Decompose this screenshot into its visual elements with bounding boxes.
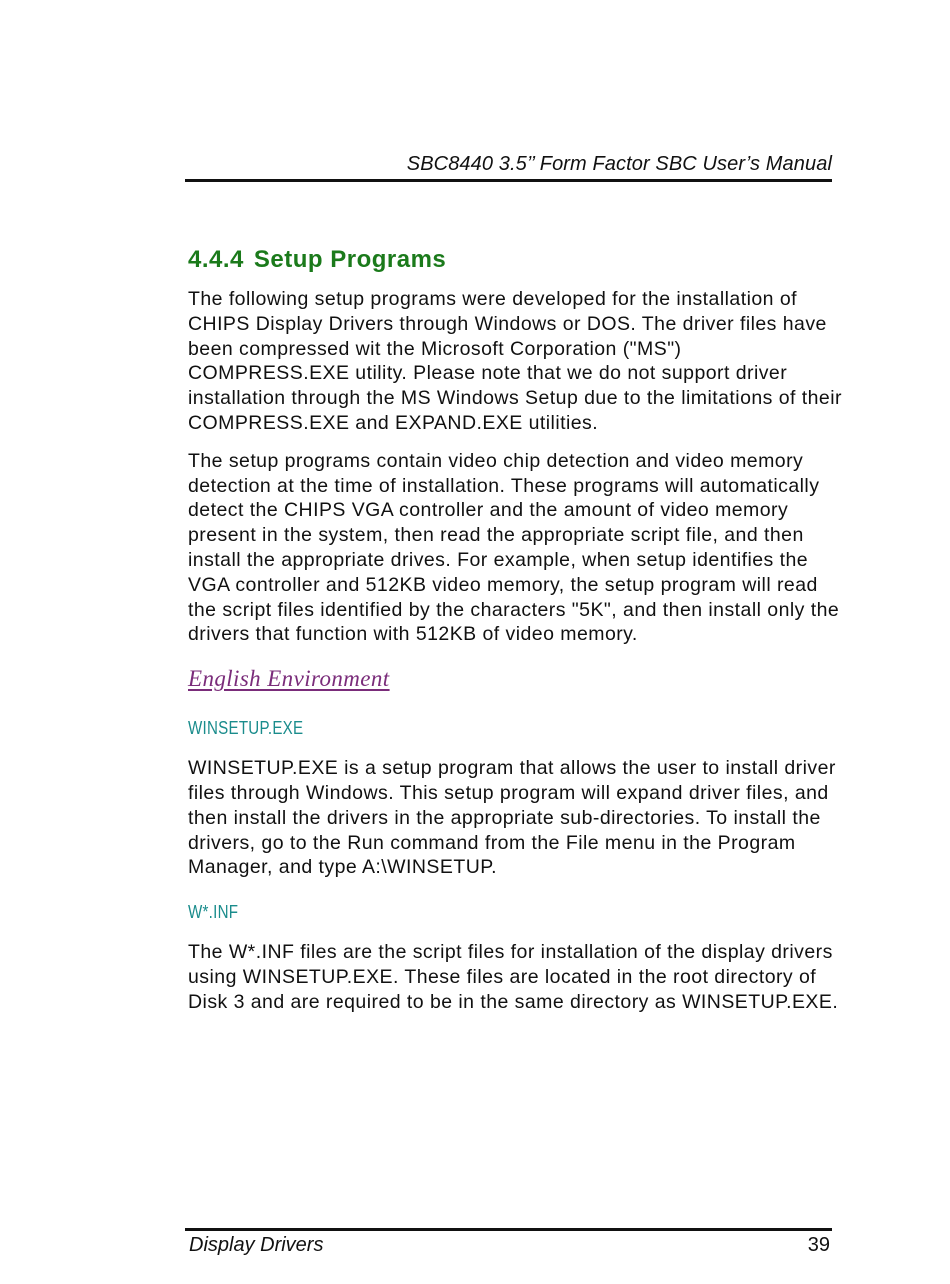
footer-chapter: Display Drivers: [189, 1234, 324, 1256]
footer-rule: [185, 1228, 832, 1231]
paragraph-winsetup: WINSETUP.EXE is a setup program that allows the user to install driver files through Windows. This setup program will expand driver files, and then install the drivers in the appropriate sub-directories. To install the drivers, go to the Run command from the File menu in the Program Manager, and type A:\WINSETUP.: [188, 757, 836, 879]
heading-winsetup-exe: WINSETUP.EXE: [188, 718, 304, 739]
page-header-title: SBC8440 3.5’’ Form Factor SBC User’s Manual: [406, 153, 832, 175]
subheading-english-environment: English Environment: [188, 666, 390, 692]
header-rule: [185, 179, 832, 182]
section-heading: [188, 243, 848, 277]
section-number: 4.4.4: [188, 246, 244, 273]
paragraph-w-inf: The W*.INF files are the script files for installation of the display drivers using WINSETUP.EXE. These files are located in the root directory of Disk 3 and are required to be in the same directory as WINSETUP.EXE.: [188, 941, 839, 1013]
paragraph-detection: The setup programs contain video chip detection and video memory detection at the time of installation. These programs will automatically detect the CHIPS VGA controller and the amount of video memory present in the system, then read the appropriate script file, and then install the appropriate drives. For example, when setup identifies the VGA controller and 512KB video memory, the setup program will read the script files identified by the characters "5K", and then install only the drivers that function with 512KB of video memory.: [188, 449, 840, 646]
page-number: 39: [807, 1234, 830, 1256]
paragraph-intro: The following setup programs were developed for the installation of CHIPS Display Drivers through Windows or DOS. The driver files have been compressed wit the Microsoft Corporation ("MS") COMPRESS.EXE utility. Please note that we do not support driver installation through the MS Windows Setup due to the limitations of their COMPRESS.EXE and EXPAND.EXE utilities.: [188, 288, 842, 434]
heading-w-inf: W*.INF: [188, 902, 239, 923]
page-content: [188, 243, 848, 1015]
section-title: Setup Programs: [253, 246, 447, 273]
